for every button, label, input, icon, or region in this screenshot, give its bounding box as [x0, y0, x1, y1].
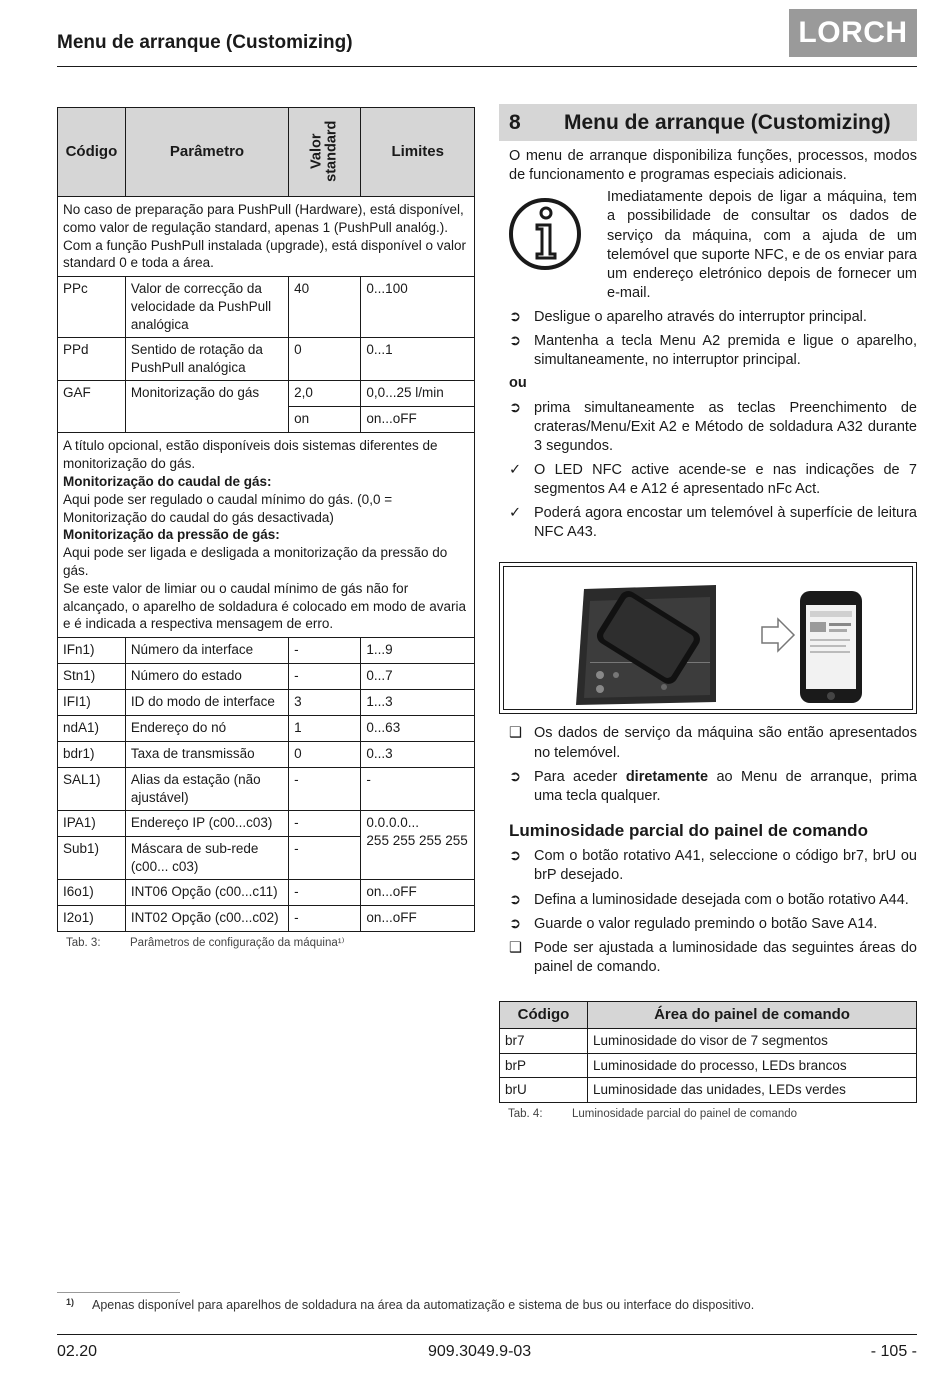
cell-param: Monitorização do gás: [125, 381, 288, 433]
table-row: [500, 1053, 917, 1078]
list-item: ➲ Com o botão rotativo A41, seleccione o código br7, brU ou brP desejado.: [499, 847, 917, 885]
right-arrow-bullet-icon: ➲: [509, 915, 522, 932]
cell-limits: 0...7: [361, 664, 475, 690]
col-header-code: Código: [500, 1002, 588, 1029]
section-heading: 8 Menu de arranque (Customizing): [499, 104, 917, 141]
col-header-limits: Limites: [361, 108, 475, 197]
cell-limits: 0...100: [361, 277, 475, 338]
footer-date: 02.20: [57, 1343, 98, 1360]
cell-code: I2o1): [58, 906, 126, 932]
cell-limits: on...oFF: [361, 880, 475, 906]
col-header-param: Parâmetro: [125, 108, 288, 197]
cell-limits: on...oFF: [361, 407, 475, 433]
section-8: [499, 104, 917, 1122]
footer-page-number: - 105 -: [870, 1343, 917, 1360]
cell-limits: 0.0.0.0... 255 255 255 255: [361, 811, 475, 880]
cell-param: Endereço IP (c00...c03): [125, 811, 288, 837]
list-item: ➲ prima simultaneamente as teclas Preenchimento de crateras/Menu/Exit A2 e Método de soldadura A32 durante 3 segundos.: [499, 399, 917, 456]
footer-divider: [57, 1334, 917, 1335]
cell-param: INT02 Opção (c00...c02): [125, 906, 288, 932]
col-header-std: Valor standard: [289, 108, 361, 197]
table-row: [58, 906, 475, 932]
cell-area: Luminosidade do processo, LEDs brancos: [588, 1053, 917, 1078]
right-arrow-bullet-icon: ➲: [509, 848, 522, 865]
cell-limits: 1...3: [361, 690, 475, 716]
table3-caption: Tab. 3: Parâmetros de configuração da máquina¹⁾: [66, 937, 345, 950]
table-row: [58, 716, 475, 742]
result-box-icon: ❑: [509, 939, 522, 956]
list-item: ➲ Defina a luminosidade desejada com o botão rotativo A44.: [499, 891, 917, 910]
cell-std: -: [289, 664, 361, 690]
cell-limits: -: [361, 768, 475, 811]
cell-std: 2,0: [289, 381, 361, 407]
cell-std: 0: [289, 742, 361, 768]
right-arrow-bullet-icon: ➲: [509, 333, 522, 350]
lorch-logo: LORCH: [789, 9, 917, 57]
cell-std: -: [289, 837, 361, 880]
list-item: ➲ Mantenha a tecla Menu A2 premida e ligue o aparelho, simultaneamente, no interruptor principal.: [499, 332, 917, 370]
table-row: [58, 338, 475, 381]
right-arrow-bullet-icon: ➲: [509, 891, 522, 908]
list-item: ❑ Pode ser ajustada a luminosidade das seguintes áreas do painel de comando.: [499, 939, 917, 977]
nfc-figure: [499, 562, 917, 714]
list-item: ❑ Os dados de serviço da máquina são então apresentados no telemóvel.: [499, 724, 917, 762]
check-mark-icon: ✓: [509, 461, 522, 478]
cell-code: GAF: [58, 381, 126, 433]
table-row: [58, 690, 475, 716]
table-row: [58, 768, 475, 811]
cell-code: PPc: [58, 277, 126, 338]
footer-doc-number: 909.3049.9-03: [428, 1343, 532, 1360]
cell-param: Endereço do nó: [125, 716, 288, 742]
table-row: [500, 1078, 917, 1103]
cell-code: IPA1): [58, 811, 126, 837]
list-item: ✓ Poderá agora encostar um telemóvel à superfície de leitura NFC A43.: [499, 504, 917, 542]
cell-code: IFn1): [58, 638, 126, 664]
list-item: ➲ Para aceder diretamente ao Menu de arranque, prima uma tecla qualquer.: [499, 768, 917, 806]
cell-code: brU: [500, 1078, 588, 1103]
right-arrow-bullet-icon: ➲: [509, 768, 522, 785]
header-divider: [57, 66, 917, 67]
cell-limits: 1...9: [361, 638, 475, 664]
info-text: Imediatamente depois de ligar a máquina, tem a possibilidade de consultar os dados de serviço da máquina, com a ajuda de um telemóvel que suporte NFC, e de os enviar para um endereço eletrónico depois de fornecer um e-mail.: [607, 189, 917, 301]
nfc-illustration: [504, 567, 914, 711]
cell-limits: 0...1: [361, 338, 475, 381]
right-arrow-bullet-icon: ➲: [509, 309, 522, 325]
cell-code: PPd: [58, 338, 126, 381]
gas-monitoring-note: A título opcional, estão disponíveis dois sistemas diferentes de monitorização do gás. Monitorização do caudal de gás: Aqui pode ser regulado o caudal mínimo do gás. (0,0 = Monitorização do caudal do gás desactivada) Monitorização da pressão de gás: Aqui pode ser ligada e desligada a monitorização da pressão do gás. Se este valor de limiar ou o caudal mínimo de gás não for alcançado, o aparelho de soldadura é colocado em modo de avaria e é indicada a respectiva mensagem de erro.: [58, 433, 475, 638]
or-label: ou: [509, 375, 527, 392]
list-item: ✓ O LED NFC active acende-se e nas indicações de 7 segmentos A4 e A12 é apresentado nFc Act.: [499, 461, 917, 499]
info-block: [499, 188, 917, 303]
section-intro: O menu de arranque disponibiliza funções, processos, modos de funcionamento e programas especiais adicionais.: [509, 148, 917, 184]
cell-std: on: [289, 407, 361, 433]
cell-area: Luminosidade das unidades, LEDs verdes: [588, 1078, 917, 1103]
table-row: [500, 1028, 917, 1053]
table-row: [58, 638, 475, 664]
page-header-title: Menu de arranque (Customizing): [57, 32, 353, 53]
list-item: ➲ Guarde o valor regulado premindo o botão Save A14.: [499, 915, 917, 934]
table-header-row: [58, 108, 475, 197]
cell-param: Valor de correcção da velocidade da PushPull analógica: [125, 277, 288, 338]
cell-code: I6o1): [58, 880, 126, 906]
cell-std: 1: [289, 716, 361, 742]
table-row: [58, 277, 475, 338]
cell-code: Stn1): [58, 664, 126, 690]
cell-code: IFI1): [58, 690, 126, 716]
cell-param: Máscara de sub-rede (c00... c03): [125, 837, 288, 880]
cell-param: INT06 Opção (c00...c11): [125, 880, 288, 906]
footnote: 1) Apenas disponível para aparelhos de soldadura na área da automatização e sistema de bus ou interface do dispositivo.: [66, 1297, 755, 1312]
col-header-code: Código: [58, 108, 126, 197]
table-row: [58, 664, 475, 690]
cell-code: br7: [500, 1028, 588, 1053]
right-arrow-bullet-icon: ➲: [509, 399, 522, 416]
config-parameters-table: [57, 107, 475, 932]
cell-limits: 0...3: [361, 742, 475, 768]
result-box-icon: ❑: [509, 725, 522, 742]
cell-std: 0: [289, 338, 361, 381]
table-row: [58, 880, 475, 906]
cell-param: Alias da estação (não ajustável): [125, 768, 288, 811]
config-table-block: [57, 107, 475, 951]
footnote-divider: [57, 1292, 180, 1293]
cell-std: -: [289, 638, 361, 664]
cell-std: -: [289, 906, 361, 932]
col-header-area: Área do painel de comando: [588, 1002, 917, 1029]
cell-param: ID do modo de interface: [125, 690, 288, 716]
cell-code: SAL1): [58, 768, 126, 811]
cell-std: -: [289, 880, 361, 906]
cell-limits: on...oFF: [361, 906, 475, 932]
subsection-title: Luminosidade parcial do painel de comando: [509, 820, 868, 840]
cell-std: 40: [289, 277, 361, 338]
table-row: [58, 811, 475, 837]
cell-std: -: [289, 811, 361, 837]
cell-param: Taxa de transmissão: [125, 742, 288, 768]
table-row: [58, 742, 475, 768]
cell-std: -: [289, 768, 361, 811]
cell-param: Número do estado: [125, 664, 288, 690]
cell-code: Sub1): [58, 837, 126, 880]
cell-code: brP: [500, 1053, 588, 1078]
cell-std: 3: [289, 690, 361, 716]
cell-code: ndA1): [58, 716, 126, 742]
table4-caption: Tab. 4: Luminosidade parcial do painel de comando: [508, 1108, 798, 1121]
cell-limits: 0...63: [361, 716, 475, 742]
table-row: [58, 381, 475, 407]
cell-param: Sentido de rotação da PushPull analógica: [125, 338, 288, 381]
table-header-row: [500, 1002, 917, 1029]
cell-code: bdr1): [58, 742, 126, 768]
check-mark-icon: ✓: [509, 505, 522, 522]
cell-limits: 0,0...25 l/min: [361, 381, 475, 407]
cell-area: Luminosidade do visor de 7 segmentos: [588, 1028, 917, 1053]
info-icon: [507, 188, 607, 303]
luminosity-table: [499, 1001, 917, 1103]
pushpull-note: No caso de preparação para PushPull (Hardware), está disponível, como valor de regulação standard, apenas 1 (PushPull analóg.). Com a função PushPull instalada (upgrade), está disponível o valor standard 0 e toda a área.: [58, 197, 475, 277]
cell-param: Número da interface: [125, 638, 288, 664]
list-item: ➲ Desligue o aparelho através do interruptor principal.: [499, 308, 917, 327]
